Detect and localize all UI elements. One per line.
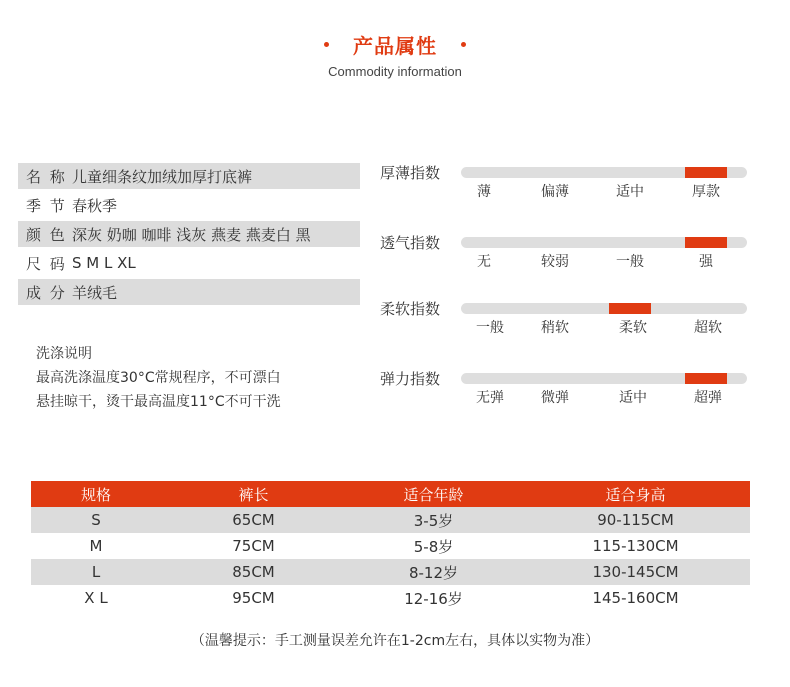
table-cell: 145-160CM bbox=[592, 589, 679, 607]
table-cell: 85CM bbox=[161, 559, 346, 585]
index-fill bbox=[685, 167, 727, 178]
attr-name-row bbox=[18, 163, 360, 189]
attr-key: 成 分 bbox=[26, 283, 67, 302]
title-row bbox=[0, 30, 790, 59]
index-label: 弹力指数 bbox=[380, 370, 441, 388]
index-label: 透气指数 bbox=[380, 234, 441, 252]
index-level: 一般 bbox=[616, 254, 644, 270]
index-level: 无 bbox=[477, 254, 491, 270]
section-header bbox=[0, 30, 790, 79]
washing-title: 洗涤说明 bbox=[36, 346, 92, 362]
left-dot bbox=[324, 42, 329, 47]
attr-color-row bbox=[18, 221, 360, 247]
table-cell: 8-12岁 bbox=[346, 559, 521, 585]
washing-instructions bbox=[36, 342, 281, 414]
washing-line: 最高洗涤温度30°C常规程序，不可漂白 bbox=[36, 370, 281, 386]
index-fill bbox=[609, 303, 651, 314]
index-level: 适中 bbox=[616, 184, 644, 200]
table-row bbox=[31, 533, 750, 559]
attr-value: S M L XL bbox=[72, 254, 136, 272]
right-dot bbox=[461, 42, 466, 47]
table-header-row bbox=[31, 481, 750, 507]
attr-value: 春秋季 bbox=[72, 196, 118, 215]
warm-tip: （温馨提示：手工测量误差允许在1-2cm左右，具体以实物为准） bbox=[190, 633, 600, 649]
section-subtitle: Commodity information bbox=[328, 64, 462, 79]
index-fill bbox=[685, 237, 727, 248]
index-level: 超弹 bbox=[694, 390, 722, 406]
index-label: 柔软指数 bbox=[380, 300, 441, 318]
table-cell: 5-8岁 bbox=[413, 537, 454, 556]
index-track bbox=[461, 167, 747, 178]
index-level: 较弱 bbox=[541, 254, 569, 270]
attr-key: 季 节 bbox=[26, 196, 67, 215]
table-cell: 75CM bbox=[232, 537, 275, 555]
table-row bbox=[31, 585, 750, 611]
index-label: 厚薄指数 bbox=[380, 164, 441, 182]
attr-value: 羊绒毛 bbox=[72, 283, 118, 302]
index-level: 强 bbox=[699, 254, 713, 270]
table-cell: 12-16岁 bbox=[404, 589, 463, 608]
index-track bbox=[461, 237, 747, 248]
attr-size-row bbox=[18, 250, 360, 276]
attr-key: 名 称 bbox=[26, 167, 67, 186]
index-track bbox=[461, 303, 747, 314]
index-level: 稍软 bbox=[541, 320, 569, 336]
index-level: 适中 bbox=[619, 390, 647, 406]
table-cell: 3-5岁 bbox=[346, 507, 521, 533]
column-header: 裤长 bbox=[161, 481, 346, 507]
column-header: 适合年龄 bbox=[346, 481, 521, 507]
column-header: 规格 bbox=[31, 481, 161, 507]
attr-value: 儿童细条纹加绒加厚打底裤 bbox=[72, 167, 253, 186]
table-cell: X L bbox=[84, 589, 108, 607]
table-cell: 65CM bbox=[161, 507, 346, 533]
table-cell: 90-115CM bbox=[521, 507, 750, 533]
attr-value: 深灰 奶咖 咖啡 浅灰 燕麦 燕麦白 黑 bbox=[72, 225, 311, 244]
attr-material-row bbox=[18, 279, 360, 305]
table-cell: L bbox=[31, 559, 161, 585]
index-level: 超软 bbox=[694, 320, 722, 336]
index-level: 偏薄 bbox=[541, 184, 569, 200]
index-level: 一般 bbox=[476, 320, 504, 336]
table-cell: 130-145CM bbox=[521, 559, 750, 585]
attr-season-row bbox=[18, 192, 360, 218]
column-header: 适合身高 bbox=[521, 481, 750, 507]
table-cell: S bbox=[31, 507, 161, 533]
size-table bbox=[31, 481, 750, 611]
attr-key: 尺 码 bbox=[26, 254, 67, 273]
index-track bbox=[461, 373, 747, 384]
table-row bbox=[31, 507, 750, 533]
index-level: 薄 bbox=[477, 184, 491, 200]
index-level: 无弹 bbox=[476, 390, 504, 406]
index-level: 微弹 bbox=[541, 390, 569, 406]
table-cell: M bbox=[89, 537, 103, 555]
index-level: 柔软 bbox=[619, 320, 647, 336]
attr-key: 颜 色 bbox=[26, 225, 67, 244]
section-title: 产品属性 bbox=[353, 34, 437, 58]
washing-line: 悬挂晾干，烫干最高温度11°C不可干洗 bbox=[36, 394, 281, 410]
table-cell: 115-130CM bbox=[592, 537, 679, 555]
table-cell: 95CM bbox=[232, 589, 275, 607]
table-row bbox=[31, 559, 750, 585]
attribute-list bbox=[18, 163, 360, 308]
index-level: 厚款 bbox=[692, 184, 720, 200]
index-fill bbox=[685, 373, 727, 384]
